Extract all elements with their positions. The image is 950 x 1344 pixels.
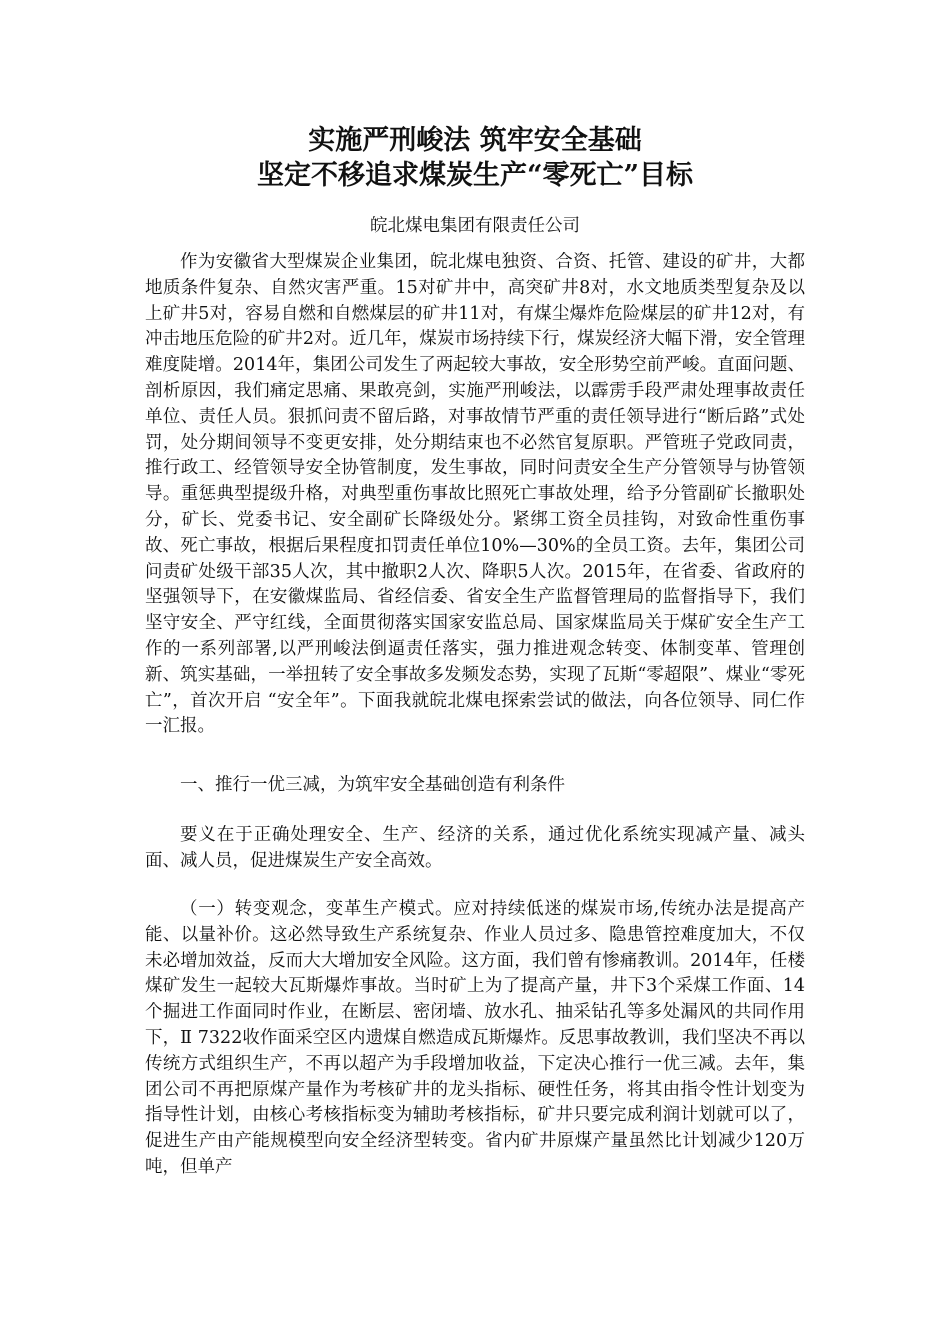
paragraph-intro: 作为安徽省大型煤炭企业集团，皖北煤电独资、合资、托管、建设的矿井，大都地质条件复杂、自然灾害严重。15对矿井中，高突矿井8对，水文地质类型复杂及以上矿井5对，容易自燃和自燃煤层的矿井11对，有煤尘爆炸危险煤层的矿井12对，有冲击地压危险的矿井2对。近几年，煤炭市场持续下行，煤炭经济大幅下滑，安全管理难度陡增。2014年，集团公司发生了两起较大事故，安全形势空前严峻。直面问题、剖析原因，我们痛定思痛、果敢亮剑，实施严刑峻法，以霹雳手段严肃处理事故责任单位、责任人员。狠抓问责不留后路，对事故情节严重的责任领导进行“断后路”式处罚，处分期间领导不变更安排，处分期结束也不必然官复原职。严管班子党政同责，推行政工、经管领导安全协管制度，发生事故，同时问责安全生产分管领导与协管领导。重惩典型提级升格，对典型重伤事故比照死亡事故处理，给予分管副矿长撤职处分，矿长、党委书记、安全副矿长降级处分。紧绑工资全员挂钩，对致命性重伤事故、死亡事故，根据后果程度扣罚责任单位10%—30%的全员工资。去年，集团公司问责矿处级干部35人次，其中撤职2人次、降职5人次。2015年，在省委、省政府的坚强领导下，在安徽煤监局、省经信委、省安全生产监督管理局的监督指导下，我们坚守安全、严守红线，全面贯彻落实国家安监总局、国家煤监局关于煤矿安全生产工作的一系列部署,以严刑峻法倒逼责任落实，强力推进观念转变、体制变革、管理创新、筑实基础，一举扭转了安全事故多发频发态势，实现了瓦斯“零超限”、煤业“零死亡”，首次开启 “安全年”。下面我就皖北煤电探索尝试的做法，向各位领导、同仁作一汇报。 (145, 252, 805, 737)
document-title-line-2: 坚定不移追求煤炭生产“零死亡”目标 (256, 160, 694, 191)
document-title-line-1: 实施严刑峻法 筑牢安全基础 (308, 125, 642, 156)
section-heading-1: 一、推行一优三减，为筑牢安全基础创造有利条件 (180, 775, 565, 795)
paragraph-subsection-1: （一）转变观念，变革生产模式。应对持续低迷的煤炭市场,传统办法是提高产能、以量补价。这必然导致生产系统复杂、作业人员过多、隐患管控难度加大，不仅未必增加效益，反而大大增加安全风险。这方面，我们曾有惨痛教训。2014年，任楼煤矿发生一起较大瓦斯爆炸事故。当时矿上为了提高产量，井下3个采煤工作面、14个掘进工作面同时作业，在断层、密闭墙、放水孔、抽采钻孔等多处漏风的共同作用下，Ⅱ 7322收作面采空区内遗煤自燃造成瓦斯爆炸。反思事故教训，我们坚决不再以传统方式组织生产，不再以超产为手段增加收益，下定决心推行一优三减。去年，集团公司不再把原煤产量作为考核矿井的龙头指标、硬性任务，将其由指令性计划变为指导性计划，由核心考核指标变为辅助考核指标，矿井只要完成利润计划就可以了，促进生产由产能规模型向安全经济型转变。省内矿井原煤产量虽然比计划减少120万吨，但单产 (145, 899, 805, 1177)
paragraph-section-1-summary: 要义在于正确处理安全、生产、经济的关系，通过优化系统实现减产量、减头面、减人员，促进煤炭生产安全高效。 (145, 825, 805, 871)
organization-name: 皖北煤电集团有限责任公司 (370, 216, 580, 236)
